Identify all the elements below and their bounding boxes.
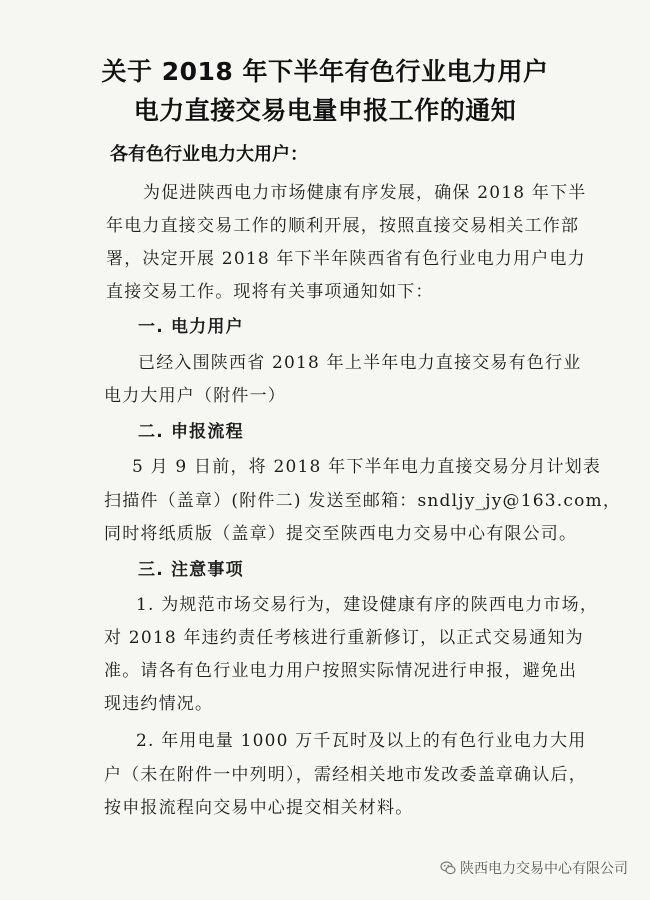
section-heading-power-users: 一. 电力用户 <box>138 317 244 337</box>
intro-line: 为促进陕西电力市场健康有序发展，确保 2018 年下半 <box>143 183 587 203</box>
source-watermark <box>440 858 628 878</box>
section-3-item-2-line: 按申报流程向交易中心提交相关材料。 <box>104 798 414 818</box>
section-heading-declaration-process: 二. 申报流程 <box>138 422 244 442</box>
section-3-item-1-line: 准。请各有色行业电力用户按照实际情况进行申报，避免出 <box>104 661 578 681</box>
section-3-item-1-line: 对 2018 年违约责任考核进行重新修订，以正式交易通知为 <box>104 628 584 648</box>
document-title-line-2: 电力直接交易电量申报工作的通知 <box>133 96 517 125</box>
section-heading-notes: 三. 注意事项 <box>138 560 244 580</box>
section-1-line: 已经入围陕西省 2018 年上半年电力直接交易有色行业 <box>138 353 582 373</box>
section-2-line-email: 扫描件（盖章）(附件二) 发送至邮箱：sndljy_jy@163.com， <box>104 491 622 511</box>
section-3-item-2-line: 户（未在附件一中列明），需经相关地市发改委盖章确认后， <box>104 765 587 785</box>
source-name: 陕西电力交易中心有限公司 <box>460 861 628 877</box>
wechat-icon <box>440 860 456 876</box>
document-title-line-1: 关于 2018 年下半年有色行业电力用户 <box>101 57 549 86</box>
section-3-item-1-line: 现违约情况。 <box>104 694 214 714</box>
section-2-line: 同时将纸质版（盖章）提交至陕西电力交易中心有限公司。 <box>104 524 578 544</box>
salutation: 各有色行业电力大用户： <box>110 144 308 165</box>
section-3-item-2-line: 2. 年用电量 1000 万千瓦时及以上的有色行业电力大用 <box>136 731 587 751</box>
intro-line: 署，决定开展 2018 年下半年陕西省有色行业电力用户电力 <box>106 249 586 269</box>
intro-line: 年电力直接交易工作的顺利开展，按照直接交易相关工作部 <box>106 216 580 236</box>
section-1-line: 电力大用户（附件一） <box>104 386 286 406</box>
section-2-line: 5 月 9 日前，将 2018 年下半年电力直接交易分月计划表 <box>132 457 602 477</box>
section-3-item-1-line: 1. 为规范市场交易行为，建设健康有序的陕西电力市场， <box>136 595 599 615</box>
intro-line: 直接交易工作。现将有关事项通知如下： <box>106 282 434 302</box>
